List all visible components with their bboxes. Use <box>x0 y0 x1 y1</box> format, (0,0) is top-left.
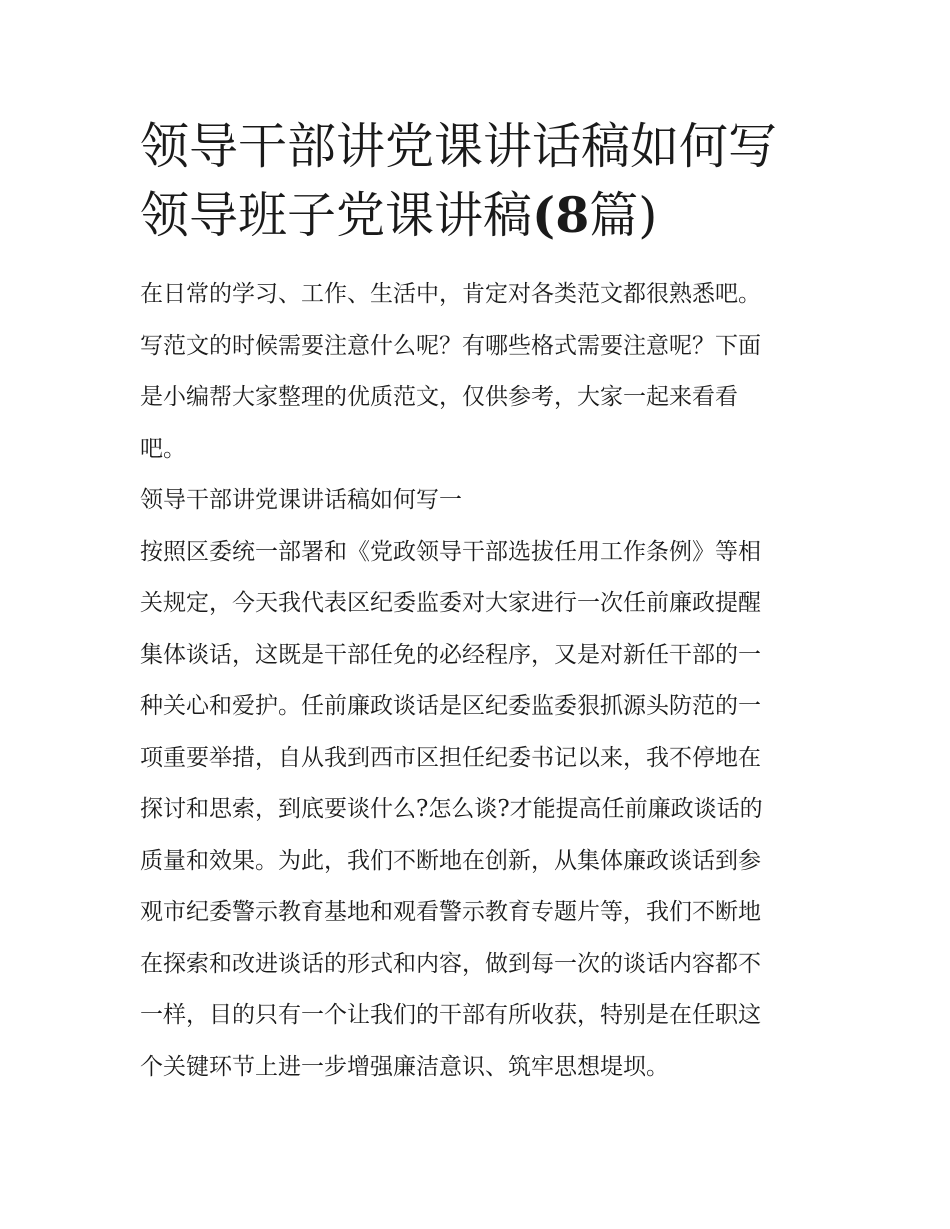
intro-paragraph <box>140 269 820 475</box>
document-content <box>140 112 820 1093</box>
body-line: 按照区委统一部署和《党政领导干部选拔任用工作条例》等相 <box>140 538 761 565</box>
document-title <box>140 112 820 250</box>
body-line: 关规定，今天我代表区纪委监委对大家进行一次任前廉政提醒 <box>140 590 761 616</box>
body-line: 项重要举措，自从我到西市区担任纪委书记以来，我不停地在 <box>140 744 761 771</box>
intro-line: 写范文的时候需要注意什么呢？有哪些格式需要注意呢？下面 <box>140 332 761 359</box>
title-line-2 <box>140 181 820 250</box>
body-line: 在探索和改进谈话的形式和内容，做到每一次的谈话内容都不 <box>140 950 761 977</box>
body-line: 质量和效果。为此，我们不断地在创新，从集体廉政谈话到参 <box>140 847 761 874</box>
body-line: 种关心和爱护。任前廉政谈话是区纪委监委狠抓源头防范的一 <box>140 693 761 719</box>
body-line: 探讨和思索，到底要谈什么?怎么谈?才能提高任前廉政谈话的 <box>140 796 763 822</box>
body-line: 个关键环节上进一步增强廉洁意识、筑牢思想堤坝。 <box>140 1053 669 1080</box>
section-heading-text: 领导干部讲党课讲话稿如何写一 <box>140 487 462 513</box>
title-line-2-number: (8 <box>532 186 590 244</box>
title-line-1: 领导干部讲党课讲话稿如何写 <box>140 118 778 175</box>
body-paragraph <box>140 527 820 1094</box>
section-heading <box>140 475 820 527</box>
body-line: 集体谈话，这既是干部任免的必经程序，又是对新任干部的一 <box>140 641 761 668</box>
title-line-2-text: 领导班子党课讲稿 <box>140 187 533 244</box>
body-line: 一样，目的只有一个让我们的干部有所收获，特别是在任职这 <box>140 1002 761 1028</box>
title-line-2-tail: 篇) <box>589 187 658 244</box>
intro-line: 吧。 <box>140 435 186 462</box>
intro-line: 在日常的学习、工作、生活中，肯定对各类范文都很熟悉吧。 <box>140 281 761 307</box>
body-line: 观市纪委警示教育基地和观看警示教育专题片等，我们不断地 <box>140 899 761 925</box>
intro-line: 是小编帮大家整理的优质范文，仅供参考，大家一起来看看 <box>140 384 738 410</box>
